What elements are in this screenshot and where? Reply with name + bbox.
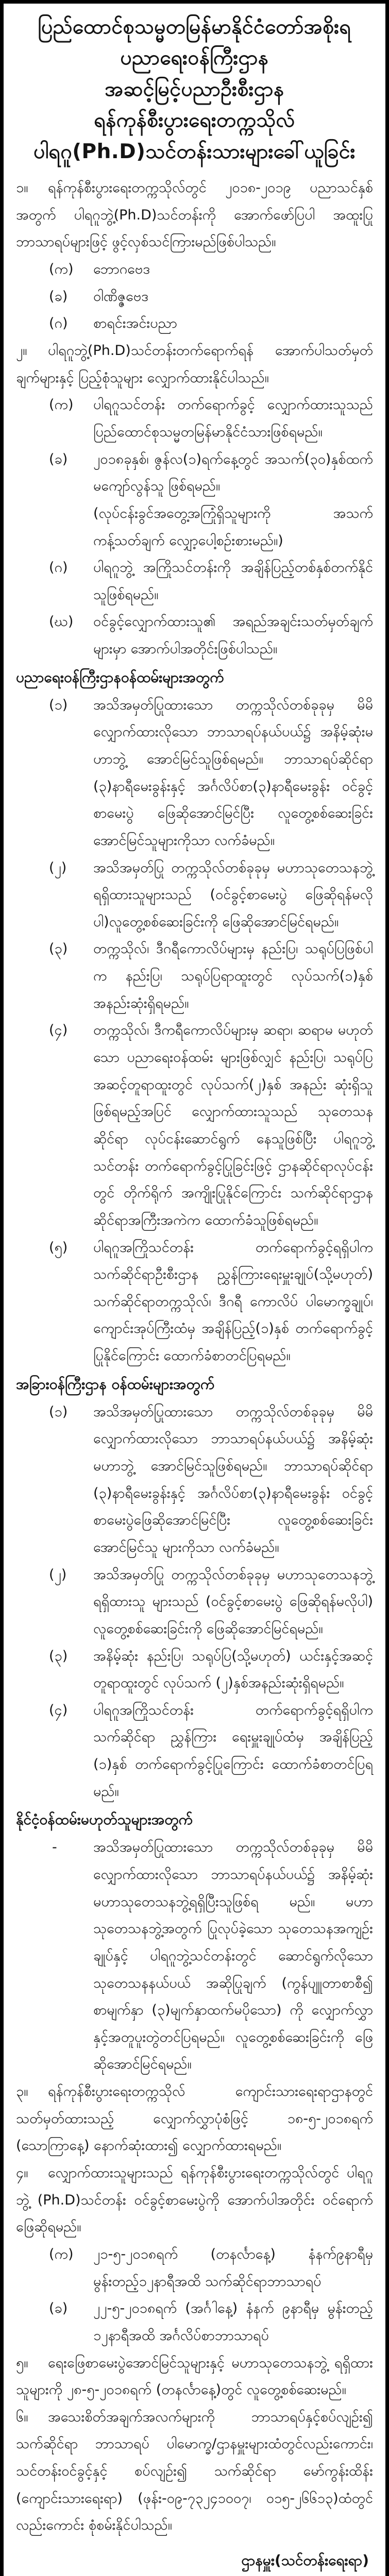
- paragraph-1-number: ၁။: [16, 180, 28, 196]
- item-label: (၄): [49, 1022, 68, 1039]
- paragraph-2-text: ပါရဂူဘွဲ့(Ph.D)သင်တန်းတက်ရောက်ရန် အောက်ပါသတ်မှတ်ချက်များနှင့် ပြည့်စုံသူများ လျှောက်ထားနိုင်ပါသည်။: [16, 343, 373, 386]
- paragraph-6-number: ၆။: [16, 2409, 28, 2425]
- item-label: (ဃ): [49, 614, 74, 630]
- list-item: [16, 2241, 373, 2295]
- item-label: (က): [49, 397, 74, 413]
- item-text: အသိအမှတ်ပြုထားသော တက္ကသိုလ်တစ်ခုခုမှ မိမိလျှောက်ထားလိုသော ဘာသာရပ်နယ်ပယ်၌ အနိမ့်ဆုံး မဟာသုတေသနဘွဲ့ရရှိပြီးသူဖြစ်ရ မည်။ မဟာသုတေသနဘွဲ့အတွက် ပြုလုပ်ခဲ့သော သုတေသနအကျဉ်း ချုပ်နှင့် ပါရဂူဘွဲ့သင်တန်းတွင် ဆောင်ရွက်လိုသော သုတေသနနယ်ပယ် အဆိုပြုချက် (ကွန်ပျူတာစာစီ၍ စာမျက်နှာ (၃)မျက်နှာထက်မပိုသော) ကို လျှောက်လွှာနှင့်အတူပူးတွဲတင်ပြရမည်။ လူတွေ့စစ်ဆေးခြင်းကို ဖြေဆိုအောင်မြင်ရမည်။: [93, 1839, 373, 2073]
- list-item: [16, 1697, 373, 1806]
- item-text: အသိအမှတ်ပြု တက္ကသိုလ်တစ်ခုခုမှ မဟာသုတေသနဘွဲ့ ရရှိထားသူများသည် (ဝင်ခွင့်စာမေးပွဲ ဖြေဆိုရန်မလိုပါ)လူတွေ့စစ်ဆေးခြင်းကို ဖြေဆိုအောင်မြင်ရမည်။: [93, 859, 373, 930]
- signature-block: [16, 2547, 373, 2576]
- list-item: [16, 554, 373, 608]
- item-text: တက္ကသိုလ်၊ ဒီကရီကောလိပ်များမှ ဆရာ၊ ဆရာမ မဟုတ်သော ပညာရေးဝန်ထမ်း များဖြစ်လျှင် နည်းပြ၊ သရုပ်ပြ အဆင့်တူရာထူးတွင် လုပ်သက်(၂)နှစ် အနည်း ဆုံးရှိသူဖြစ်ရမည့်အပြင် လျှောက်ထားသူသည် သုတေသနဆိုင်ရာ လုပ်ငန်းဆောင်ရွက် နေသူဖြစ်ပြီး ပါရဂူဘွဲ့သင်တန်း တက်ရောက်ခွင့်ပြုခြင်းဖြင့် ဌာနဆိုင်ရာလုပ်ငန်းတွင် တိုက်ရိုက် အကျိုးပြုနိုင်ကြောင်း သက်ဆိုင်ရာဌာနဆိုင်ရာအကြီးအကဲက ထောက်ခံသူဖြစ်ရမည်။: [93, 1022, 373, 1228]
- item-label: (၅): [49, 1239, 68, 1256]
- paragraph-3-text: ရန်ကုန်စီးပွားရေးတက္ကသိုလ် ကျောင်းသားရေးရာဌာနတွင် သတ်မှတ်ထားသည့် လျှောက်လွှာပုံစံဖြင့် ၁၈-၅-၂၀၁၈ရက် (သောကြာနေ့) နောက်ဆုံးထား၍ လျှောက်ထားရမည်။: [16, 2083, 373, 2154]
- item-text: ဘောဂဗေဒ: [93, 261, 150, 278]
- paragraph-5-text: ရေးဖြေစာမေးပွဲအောင်မြင်သူများနှင့် မဟာသုတေသနဘွဲ့ ရရှိထားသူများကို ၂၈-၅-၂၀၁၈ရက် (တနင်္လာနေ့)တွင် လူတွေ့စစ်ဆေးမည်။: [16, 2354, 373, 2398]
- list-item: [16, 1399, 373, 1562]
- title-block: [16, 12, 373, 167]
- section-heading-education-staff: ပညာရေးဝန်ကြီးဌာနဝန်ထမ်းများအတွက်: [16, 668, 224, 686]
- item-text: ၂၀၁၈ခုနှစ်၊ ဇွန်လ(၁)ရက်နေ့တွင် အသက်(၃၀)နှစ်ထက် မကျော်လွန်သူ ဖြစ်ရမည်။: [93, 451, 373, 495]
- item-label: (၁): [49, 697, 68, 713]
- item-label: (ဂ): [49, 560, 68, 576]
- title-university: ရန်ကုန်စီးပွားရေးတက္ကသိုလ်: [94, 109, 295, 132]
- list-item: [16, 446, 373, 555]
- list-item: [16, 283, 373, 311]
- paragraph-6-text: အသေးစိတ်အချက်အလက်များကို ဘာသာရပ်နှင့်စပ်လျဉ်း၍ သက်ဆိုင်ရာ ဘာသာရပ် ပါမောက္ခ/ဌာနမှူးများထံတွင်လည်းကောင်း၊ သင်တန်းဝင်ခွင့်နှင့် စပ်လျဉ်း၍ သက်ဆိုင်ရာ မော်ကွန်းထိန်း (ကျောင်းသားရေးရာ) (ဖုန်း-၀၉-၇၃၂၄၁၀၀၇၊ ၀၁၅-၂၆၆၁၃)ထံတွင်လည်းကောင်း စုံစမ်းနိုင်ပါသည်။: [16, 2409, 373, 2534]
- list-item: [16, 392, 373, 446]
- item-label: (ခ): [49, 451, 68, 467]
- item-text: ၂၂-၅-၂၀၁၈ရက် (အင်္ဂါနေ့) နံနက် ၉နာရီမှ မွန်းတည့် ၁၂နာရီအထိ အင်္ဂလိပ်စာဘာသာရပ်: [93, 2300, 373, 2344]
- item-text: အသိအမှတ်ပြုထားသော တက္ကသိုလ်တစ်ခုခုမှ မိမိလျှောက်ထားလိုသော ဘာသာရပ်နယ်ပယ်၌ အနိမ့်ဆုံး မဟာဘွဲ့ အောင်မြင်သူဖြစ်ရမည်။ ဘာသာရပ်ဆိုင်ရာ (၃)နာရီမေးခွန်းနှင့် အင်္ဂလိပ်စာ(၃)နာရီမေးခွန်း ဝင်ခွင့်စာမေးပွဲဖြေဆိုအောင်မြင်ပြီး လူတွေ့စစ်ဆေးခြင်း အောင်မြင်သူ များကိုသာ လက်ခံမည်။: [93, 1403, 373, 1555]
- item-label: (၃): [49, 1648, 68, 1664]
- item-label: (ခ): [49, 2300, 68, 2317]
- item-label: (က): [49, 2246, 74, 2262]
- list-item: [16, 1234, 373, 1370]
- list-item: [16, 936, 373, 1017]
- section-heading-other-ministries: အခြားဝန်ကြီးဌာန ဝန်ထမ်းများအတွက်: [16, 1375, 215, 1393]
- item-text: ပါရဂူဘွဲ့ အကြိုသင်တန်းကို အချိန်ပြည့်တစ်နှစ်တက်နိုင်သူဖြစ်ရမည်။: [93, 560, 373, 603]
- paragraph-4-number: ၄။: [16, 2165, 28, 2181]
- title-government: ပြည်ထောင်စုသမ္မတမြန်မာနိုင်ငံတော်အစိုးရ: [38, 15, 351, 39]
- item-note: (လုပ်ငန်းခွင်အတွေ့အကြုံရှိသူများကို အသက်ကန့်သတ်ချက် လျှော့ပေါ့စဉ်းစားမည်။): [93, 505, 373, 549]
- list-item: [16, 310, 373, 337]
- section-heading-non-civil-servants: နိုင်ငံ့ဝန်ထမ်းမဟုတ်သူများအတွက်: [16, 1811, 193, 1828]
- item-text: ဝင်ခွင့်လျှောက်ထားသူ၏ အရည်အချင်းသတ်မှတ်ချက်များမှာ အောက်ပါအတိုင်းဖြစ်ပါသည်။: [93, 614, 373, 657]
- item-text: ၂၁-၅-၂၀၁၈ရက် (တနင်္လာနေ့) နံနက်၉နာရီမှ မွန်းတည့်၁၂နာရီအထိ သက်ဆိုင်ရာဘာသာရပ်: [93, 2246, 373, 2290]
- item-label: (၄): [49, 1702, 68, 1718]
- title-announcement: ပါရဂူ(Ph.D)သင်တန်းသားများခေါ်ယူခြင်း: [33, 140, 356, 163]
- paragraph-1-text: ရန်ကုန်စီးပွားရေးတက္ကသိုလ်တွင် ၂၀၁၈-၂၀၁၉ ပညာသင်နှစ်အတွက် ပါရဂူဘွဲ့(Ph.D)သင်တန်းကို အောက်ဖော်ပြပါ အထူးပြုဘာသာရပ်များဖြင့် ဖွင့်လှစ်သင်ကြားမည်ဖြစ်ပါသည်။: [16, 180, 373, 250]
- item-label: (၂): [49, 859, 67, 876]
- list-item: [16, 1834, 373, 2078]
- list-item: [16, 1017, 373, 1234]
- title-department: အဆင့်မြင့်ပညာဦးစီးဌာန: [105, 77, 284, 101]
- paragraph-3-number: ၃။: [16, 2083, 28, 2100]
- item-text: စာရင်းအင်းပညာ: [93, 315, 177, 332]
- item-label: (က): [49, 261, 74, 278]
- item-text: ဝါဏိဇ္ဇဗေဒ: [93, 288, 149, 304]
- list-item: [16, 256, 373, 283]
- title-ministry: ပညာရေးဝန်ကြီးဌာန: [120, 46, 269, 70]
- paragraph-2: [16, 337, 373, 392]
- dash-bullet: -: [52, 1839, 57, 1856]
- item-label: (၁): [49, 1403, 68, 1420]
- list-item: [16, 692, 373, 855]
- signature-role: ဌာနမှူး(သင်တန်းရေးရာ): [241, 2552, 369, 2569]
- paragraph-4-text: လျှောက်ထားသူများသည် ရန်ကုန်စီးပွားရေးတက္ကသိုလ်တွင် ပါရဂူဘွဲ့ (Ph.D)သင်တန်း ဝင်ခွင့်စာမေးပွဲကို အောက်ပါအတိုင်း ဝင်ရောက်ဖြေဆိုရမည်။: [16, 2165, 373, 2235]
- item-text: အသိအမှတ်ပြုထားသော တက္ကသိုလ်တစ်ခုခုမှ မိမိလျှောက်ထားလိုသော ဘာသာရပ်နယ်ပယ်၌ အနိမ့်ဆုံးမဟာဘွဲ့ အောင်မြင်သူဖြစ်ရမည်။ ဘာသာရပ်ဆိုင်ရာ (၃)နာရီမေးခွန်းနှင့် အင်္ဂလိပ်စာ(၃)နာရီမေးခွန်း ဝင်ခွင့်စာမေးပွဲ ဖြေဆိုအောင်မြင်ပြီး လူတွေ့စစ်ဆေးခြင်း အောင်မြင်သူများကိုသာ လက်ခံမည်။: [93, 697, 373, 849]
- paragraph-4: [16, 2160, 373, 2241]
- item-text: အသိအမှတ်ပြု တက္ကသိုလ်တစ်ခုခုမှ မဟာသုတေသနဘွဲ့ ရရှိထားသူ များသည် (ဝင်ခွင့်စာမေးပွဲ ဖြေဆိုရန်မလိုပါ) လူတွေ့စစ်ဆေးခြင်းကို ဖြေဆိုအောင်မြင်ရမည်။: [93, 1566, 373, 1637]
- paragraph-3: [16, 2078, 373, 2160]
- paragraph-5: [16, 2350, 373, 2404]
- paragraph-1: [16, 175, 373, 256]
- list-item: [16, 1562, 373, 1643]
- item-text: ပါရဂူအကြိုသင်တန်း တက်ရောက်ခွင့်ရရှိပါက သက်ဆိုင်ရာဦးစီးဌာန ညွှန်ကြားရေးမှူးချုပ်(သို့မဟုတ်) သက်ဆိုင်ရာတက္ကသိုလ်၊ ဒီဂရီ ကောလိပ် ပါမောက္ခချုပ်၊ ကျောင်းအုပ်ကြီးထံမှ အချိန်ပြည့်(၁)နှစ် တက်ရောက်ခွင့်ပြုနိုင်ကြောင်း ထောက်ခံစာတင်ပြရမည်။: [93, 1239, 373, 1364]
- paragraph-5-number: ၅။: [16, 2354, 28, 2371]
- item-label: (၂): [49, 1566, 67, 1583]
- item-label: (၃): [49, 941, 68, 957]
- list-item: [16, 608, 373, 663]
- paragraph-2-number: ၂။: [16, 343, 27, 359]
- item-text: အနိမ့်ဆုံး နည်းပြ၊ သရုပ်ပြ(သို့မဟုတ်) ယင်းနှင့်အဆင့်တူရာထူးတွင် လုပ်သက် (၂)နှစ်အနည်းဆုံးရှိရမည်။: [93, 1648, 373, 1691]
- item-label: (ဂ): [49, 315, 68, 332]
- list-item: [16, 1643, 373, 1697]
- item-label: (ခ): [49, 288, 68, 304]
- item-text: ပါရဂူအကြိုသင်တန်း တက်ရောက်ခွင့်ရရှိပါက သက်ဆိုင်ရာ ညွှန်ကြား ရေးမှူးချုပ်ထံမှ အချိန်ပြည့် (၁)နှစ် တက်ရောက်ခွင့်ပြုကြောင်း ထောက်ခံစာတင်ပြရမည်။: [93, 1702, 373, 1800]
- paragraph-6: [16, 2404, 373, 2539]
- list-item: [16, 855, 373, 936]
- item-text: ပါရဂူသင်တန်း တက်ရောက်ခွင့် လျှောက်ထားသူသည် ပြည်ထောင်စုသမ္မတမြန်မာနိုင်ငံသားဖြစ်ရမည်။: [93, 397, 373, 440]
- list-item: [16, 2295, 373, 2349]
- signature-university: [16, 2574, 369, 2576]
- item-text: တက္ကသိုလ်၊ ဒီဂရီကောလိပ်များမှ နည်းပြ၊ သရုပ်ပြဖြစ်ပါက နည်းပြ၊ သရုပ်ပြရာထူးတွင် လုပ်သက်(၁)နှစ်အနည်းဆုံးရှိရမည်။: [93, 941, 373, 1011]
